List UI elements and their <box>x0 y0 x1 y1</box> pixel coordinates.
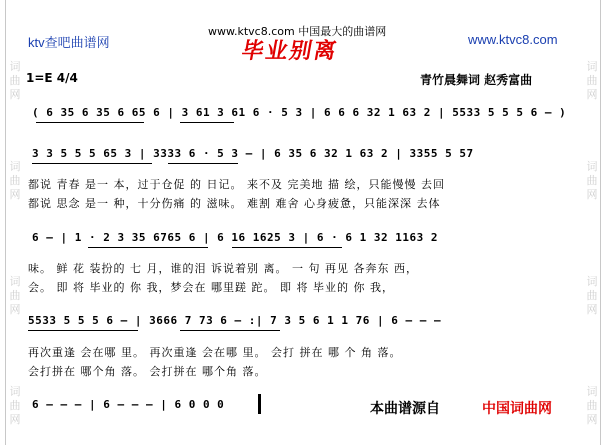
watermark-right-1: 词 曲 网 <box>586 60 598 101</box>
key-signature: 1=E 4/4 <box>26 71 78 85</box>
song-title: 毕业别离 <box>239 38 341 64</box>
beam-line-3 <box>88 247 208 248</box>
site-name-left[interactable]: ktv查吧曲谱网 <box>28 35 110 50</box>
score-line-5-notes: 6 – – – | 6 – – – | 6 0 0 0 <box>32 398 225 411</box>
watermark-left-1: 词 曲 网 <box>9 60 21 101</box>
score-line-2-lyric-1: 都说 青春 是一 本，过于仓促 的 日记。 来不及 完美地 描 绘，只能慢慢 去回 <box>28 178 445 191</box>
beam-line-4b <box>180 330 280 331</box>
watermark-left-2: 词 曲 网 <box>9 160 21 201</box>
score-line-4-notes: 5533 5 5 5 6 – | 3666 7 73 6 – :| 7 3 5 6 1 1 76 | 6 – – – <box>28 314 442 327</box>
site-url-right[interactable]: www.ktvc8.com <box>468 32 558 47</box>
final-barline <box>258 394 261 414</box>
watermark-left-3: 词 曲 网 <box>9 275 21 316</box>
score-line-1-notes: ( 6 35 6 35 6 65 6 | 3 61 3 61 6 · 5 3 | 6 6 6 32 1 63 2 | 5533 5 5 5 6 – ) <box>32 106 567 119</box>
beam-line-2b <box>168 163 238 164</box>
watermark-right-2: 词 曲 网 <box>586 160 598 201</box>
watermark-right-4: 词 曲 网 <box>586 385 598 426</box>
score-line-3-lyric-2: 会。 即 将 毕业的 你 我，梦会在 哪里蹉 跎。 即 将 毕业的 你 我， <box>28 281 394 294</box>
source-label: 本曲谱源自 <box>370 401 440 417</box>
watermark-right-3: 词 曲 网 <box>586 275 598 316</box>
score-line-3-lyric-1: 味。 鲜 花 装扮的 七 月，谁的泪 诉说着别 离。 一 句 再见 各奔东 西， <box>28 262 418 275</box>
beam-line-1b <box>180 122 234 123</box>
left-border <box>5 0 6 445</box>
beam-line-2 <box>32 163 152 164</box>
beam-line-4 <box>28 330 138 331</box>
beam-line-1 <box>36 122 144 123</box>
song-credits: 青竹晨舞词 赵秀富曲 <box>420 73 533 87</box>
right-border <box>600 0 601 445</box>
score-line-4-lyric-2: 会打拼在 哪个角 落。 会打拼在 哪个角 落。 <box>28 365 267 378</box>
site-tagline: www.ktvc8.com 中国最大的曲谱网 <box>208 25 387 38</box>
score-line-4-lyric-1: 再次重逢 会在哪 里。 再次重逢 会在哪 里。 会打 拼在 哪 个 角 落。 <box>28 346 402 359</box>
score-line-2-notes: 3 3 5 5 5 65 3 | 3333 6 · 5 3 – | 6 35 6 32 1 63 2 | 3355 5 57 <box>32 147 474 160</box>
score-line-2-lyric-2: 都说 思念 是一 种，十分伤痛 的 滋味。 难割 难舍 心身疲惫，只能深深 去体 <box>28 197 441 210</box>
watermark-left-4: 词 曲 网 <box>9 385 21 426</box>
source-site-name[interactable]: 中国词曲网 <box>482 401 552 417</box>
beam-line-3b <box>232 247 342 248</box>
score-line-3-notes: 6 – | 1 · 2 3 35 6765 6 | 6 16 1625 3 | 6 · 6 1 32 1163 2 <box>32 231 438 244</box>
